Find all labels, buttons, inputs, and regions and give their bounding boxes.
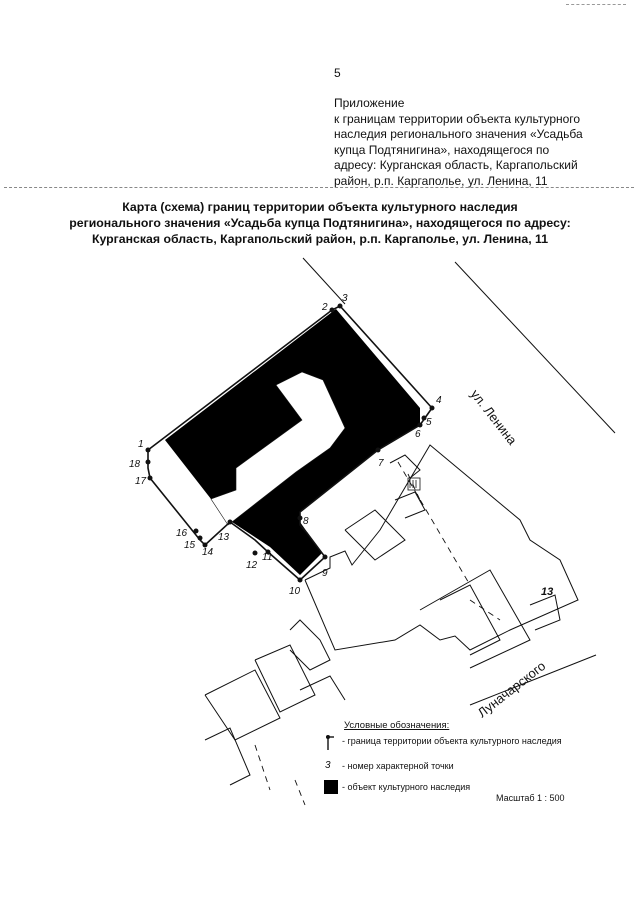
- legend-row-boundary: [322, 732, 582, 752]
- title-line: Карта (схема) границ территории объекта культурного наследия: [122, 200, 518, 214]
- boundary-point-13: [228, 520, 233, 525]
- boundary-point-8: [298, 516, 303, 521]
- boundary-point-10: [298, 578, 303, 583]
- boundary-point-1: [146, 448, 151, 453]
- point-label-14: 14: [202, 547, 214, 558]
- point-label-16: 16: [176, 528, 188, 539]
- point-label-4: 4: [436, 395, 442, 406]
- point-label-17: 17: [135, 476, 147, 487]
- map-scale: Масштаб 1 : 500: [496, 793, 565, 803]
- legend-object-text: - объект культурного наследия: [342, 782, 471, 792]
- boundary-point-3: [338, 304, 343, 309]
- point-label-2: 2: [322, 302, 328, 313]
- boundary-point-9: [323, 555, 328, 560]
- title-line: регионального значения «Усадьба купца Подтянигина», находящегося по адресу:: [69, 216, 571, 230]
- boundary-symbol-icon: [322, 732, 342, 752]
- point-label-11: 11: [262, 552, 273, 563]
- point-label-18: 18: [129, 459, 141, 470]
- point-label-10: 10: [289, 586, 301, 597]
- boundary-point-6: [418, 423, 423, 428]
- street-lines: [303, 258, 615, 705]
- boundary-point-17: [148, 476, 153, 481]
- street-label-lenina: ул. Ленина: [467, 386, 520, 448]
- boundary-point-12: [253, 551, 258, 556]
- point-label-7: 7: [378, 458, 384, 469]
- appendix-line: наследия регионального значения «Усадьба: [334, 127, 583, 141]
- appendix-line: адресу: Курганская область, Каргапольский: [334, 158, 578, 172]
- point-label-9: 9: [322, 568, 328, 579]
- legend-point-number-text: - номер характерной точки: [342, 761, 454, 771]
- title-line: Курганская область, Каргапольский район, р.п. Каргаполье, ул. Ленина, 11: [91, 232, 549, 246]
- point-label-15: 15: [184, 540, 196, 551]
- point-label-13: 13: [218, 532, 230, 543]
- boundary-point-18: [146, 460, 151, 465]
- point-label-8: 8: [303, 516, 309, 527]
- boundary-point-15: [198, 536, 203, 541]
- boundary-point-2: [330, 308, 335, 313]
- point-number-symbol: 3: [325, 760, 331, 771]
- point-label-12: 12: [246, 560, 258, 571]
- appendix-line: Приложение: [334, 96, 405, 110]
- legend-title: Условные обозначения:: [344, 720, 450, 731]
- page-number: 5: [334, 66, 341, 80]
- parcel-number: 13: [541, 586, 554, 598]
- boundary-point-16: [194, 529, 199, 534]
- appendix-line: район, р.п. Каргаполье, ул. Ленина, 11: [334, 173, 548, 188]
- boundary-point-7: [376, 448, 381, 453]
- street-label-lunacharskogo: Луначарского: [474, 658, 549, 721]
- point-label-1: 1: [138, 439, 144, 450]
- legend-boundary-text: - граница территории объекта культурного наследия: [342, 736, 562, 746]
- point-label-5: 5: [426, 417, 432, 428]
- point-label-6: 6: [415, 429, 421, 440]
- object-fill-swatch-icon: [322, 778, 342, 798]
- legend-row-point-number: [322, 757, 582, 777]
- point-label-3: 3: [342, 293, 348, 304]
- boundary-point-4: [430, 406, 435, 411]
- appendix-line: купца Подтянигина», находящегося по: [334, 142, 550, 157]
- appendix-line: к границам территории объекта культурного: [334, 111, 581, 126]
